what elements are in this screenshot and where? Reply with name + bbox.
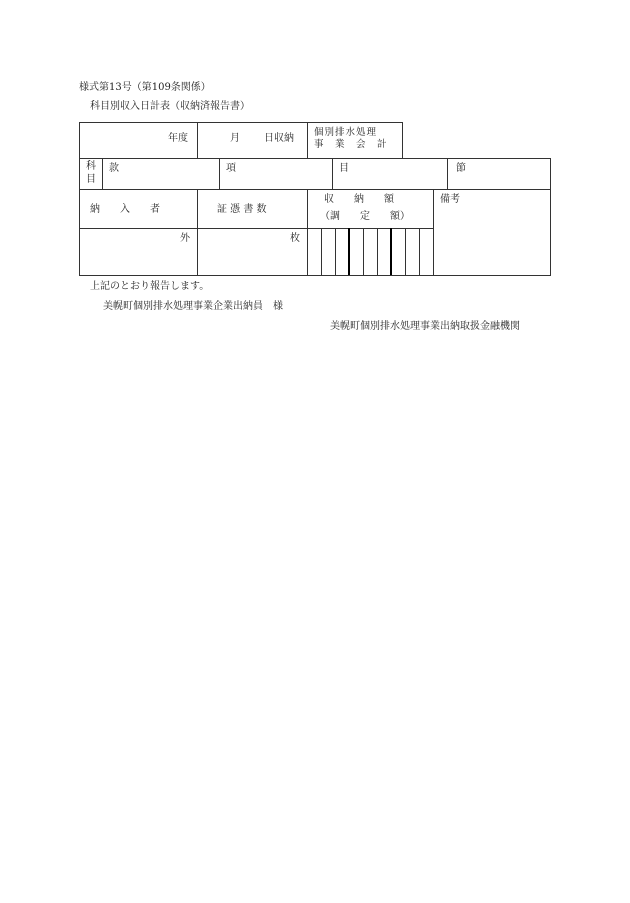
row3-divider-3 bbox=[433, 189, 434, 276]
other-label: 外 bbox=[180, 233, 190, 244]
kan-label: 款 bbox=[109, 163, 119, 174]
table-right-border bbox=[550, 158, 551, 276]
row1-top-border bbox=[79, 122, 403, 123]
sender: 美幌町個別排水処理事業出納取扱金融機関 bbox=[330, 321, 520, 332]
digit-line-bold bbox=[348, 228, 350, 276]
row1-divider-2 bbox=[307, 122, 308, 158]
month-label: 月 bbox=[230, 133, 240, 144]
row4-top-border bbox=[79, 228, 434, 229]
kamoku-label-1: 科 bbox=[86, 161, 96, 172]
form-number: 様式第13号（第109条関係） bbox=[79, 82, 211, 93]
voucher-count-header: 証 憑 書 数 bbox=[217, 204, 267, 215]
remarks-header: 備考 bbox=[440, 194, 460, 205]
year-label: 年度 bbox=[168, 133, 188, 144]
row3-divider-1 bbox=[197, 189, 198, 276]
report-statement: 上記のとおり報告します。 bbox=[90, 281, 210, 292]
row2-divider-kamoku bbox=[102, 158, 103, 189]
digit-line bbox=[405, 228, 406, 276]
row2-top-border bbox=[79, 158, 551, 159]
row2-divider-kan bbox=[219, 158, 220, 189]
received-amount-header: 収 納 額 bbox=[324, 194, 394, 205]
row2-divider-moku bbox=[447, 158, 448, 189]
kamoku-label-2: 目 bbox=[86, 174, 96, 185]
row3-top-border bbox=[79, 189, 551, 190]
moku-label: 目 bbox=[339, 163, 349, 174]
assessed-amount-header: （調 定 額） bbox=[320, 211, 410, 222]
row1-right-border bbox=[402, 122, 403, 158]
row2-divider-kou bbox=[332, 158, 333, 189]
digit-line bbox=[363, 228, 364, 276]
form-title: 科目別収入日計表（収納済報告書） bbox=[90, 101, 250, 112]
table-bottom-border bbox=[79, 275, 551, 276]
account-name-line2: 事 業 会 計 bbox=[314, 139, 388, 150]
day-receipt-label: 日収納 bbox=[264, 133, 294, 144]
digit-line-bold bbox=[390, 228, 392, 276]
payer-header: 納 入 者 bbox=[90, 204, 160, 215]
addressee: 美幌町個別排水処理事業企業出納員 様 bbox=[103, 301, 283, 312]
kou-label: 項 bbox=[226, 163, 236, 174]
digit-line bbox=[419, 228, 420, 276]
row3-divider-2 bbox=[307, 189, 308, 276]
setsu-label: 節 bbox=[456, 163, 466, 174]
table-left-border bbox=[79, 122, 80, 276]
row1-divider-1 bbox=[197, 122, 198, 158]
digit-line bbox=[377, 228, 378, 276]
digit-line bbox=[321, 228, 322, 276]
sheets-label: 枚 bbox=[290, 233, 300, 244]
digit-line bbox=[335, 228, 336, 276]
account-name-line1: 個別排水処理 bbox=[314, 127, 378, 138]
